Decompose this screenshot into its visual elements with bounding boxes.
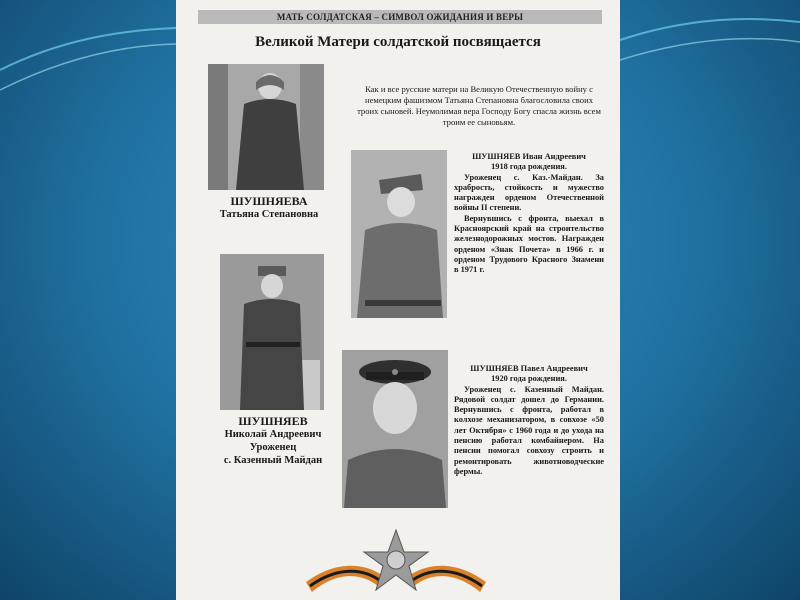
document-page	[176, 0, 620, 600]
order-of-patriotic-war-icon	[306, 520, 486, 600]
ivan-born: 1918 года рождения.	[491, 162, 567, 172]
nikolai-name: Николай Андреевич	[224, 429, 322, 440]
portrait-soldier-cap-icon	[342, 350, 448, 508]
portrait-soldier-coat-icon	[220, 254, 324, 410]
photo-mother	[208, 64, 324, 190]
photo-nikolai	[220, 254, 324, 410]
mother-surname: ШУШНЯЕВА	[230, 194, 308, 208]
nikolai-line-3: Уроженец	[249, 442, 297, 453]
nikolai-caption	[198, 414, 348, 467]
photo-pavel	[342, 350, 448, 508]
intro-paragraph: Как и все русские матери на Великую Отечественную войну с немецким фашизмом Татьяна Степановна благословила своих троих сыновей. Неумолимая вера Господу Богу спасла жизнь всем троим ее сыновьям.	[357, 84, 601, 127]
ivan-paragraph-2: Вернувшись с фронта, выехал в Красноярский край на строительство железнодорожных мостов. Награжден орденом «Знак Почета» в 1966 г. и орденом Трудового Красного Знамени в 1971 г.	[454, 213, 604, 275]
nikolai-line-4: с. Казенный Майдан	[223, 455, 323, 466]
nikolai-surname: ШУШНЯЕВ	[238, 414, 308, 428]
portrait-woman-icon	[208, 64, 324, 190]
pavel-bio	[454, 364, 604, 477]
ivan-paragraph-1: Уроженец с. Каз.-Майдан. За храбрость, стойкость и мужество награжден орденом Отечественной войны II степени.	[454, 172, 604, 213]
portrait-soldier-icon	[351, 150, 447, 318]
ivan-name: ШУШНЯЕВ Иван Андреевич	[472, 152, 586, 161]
mother-name: Татьяна Степановна	[219, 209, 319, 220]
photo-ivan	[351, 150, 447, 318]
page-title: Великой Матери солдатской посвящается	[255, 34, 541, 50]
ivan-bio	[454, 152, 604, 276]
pavel-born: 1920 года рождения.	[491, 374, 567, 384]
mother-caption	[194, 194, 344, 221]
header-band: МАТЬ СОЛДАТСКАЯ – СИМВОЛ ОЖИДАНИЯ И ВЕРЫ	[198, 10, 602, 24]
pavel-name: ШУШНЯЕВ Павел Андреевич	[470, 364, 588, 373]
pavel-paragraph-1: Уроженец с. Казенный Майдан. Рядовой солдат дошел до Германии. Вернувшись с фронта, работал в колхозе механизатором, в совхозе «50 лет Октября» с 1960 года и до ухода на пенсию работал комбайнером. На пенсии помогал совхозу строить и ремонтировать животноводческие фермы.	[454, 384, 604, 476]
